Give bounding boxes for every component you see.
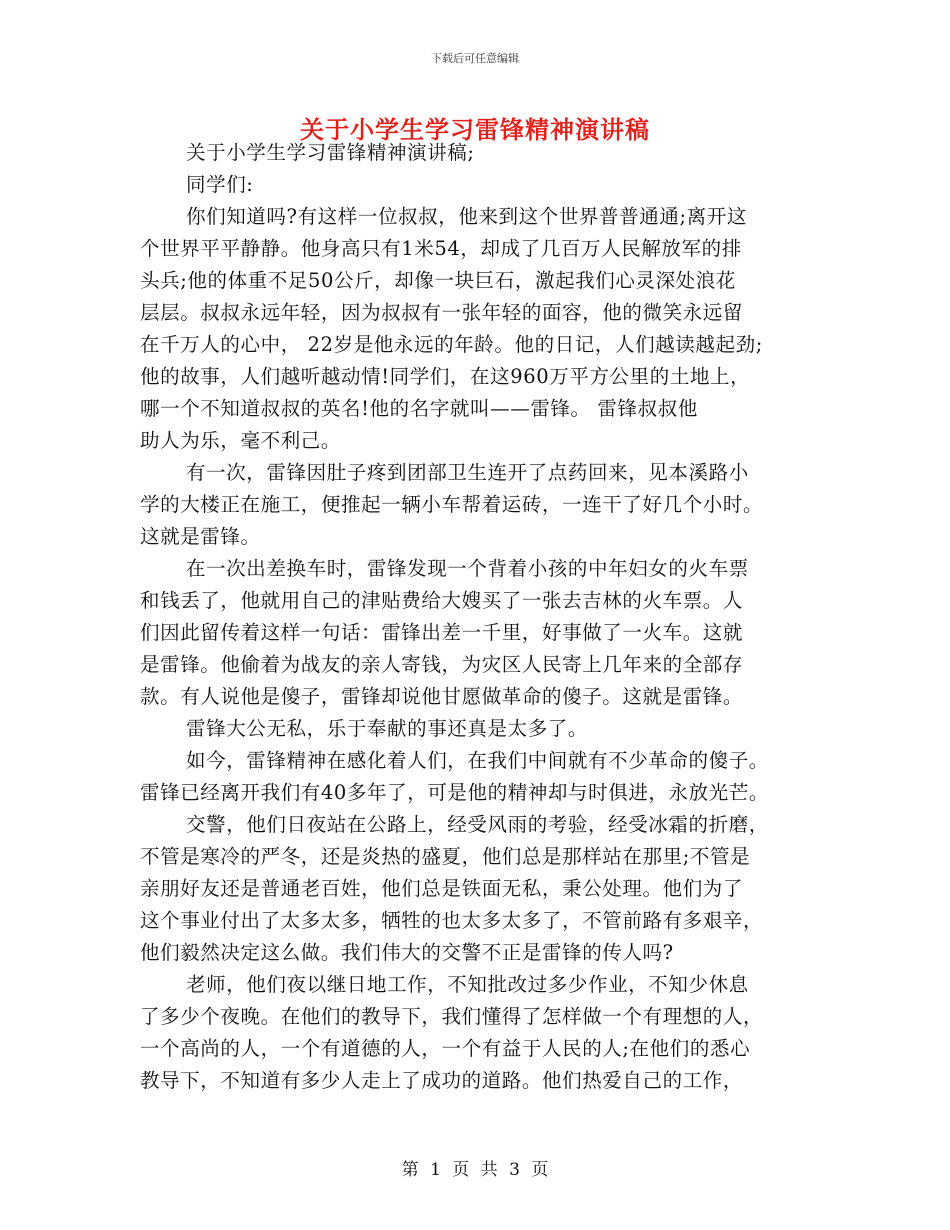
body-line: 这个事业付出了太多太多，牺牲的也太多太多了，不管前路有多艰辛， bbox=[140, 909, 764, 932]
body-line: 你们知道吗?有这样一位叔叔，他来到这个世界普普通通;离开这 bbox=[186, 205, 747, 228]
body-line: 层层。叔叔永远年轻，因为叔叔有一张年轻的面容，他的微笑永远留 bbox=[140, 301, 744, 324]
body-line: 这就是雷锋。 bbox=[140, 525, 261, 548]
document-body bbox=[140, 137, 820, 1097]
body-line: 学的大楼正在施工，便推起一辆小车帮着运砖，一连干了好几个小时。 bbox=[140, 493, 764, 516]
body-line: 老师，他们夜以继日地工作，不知批改过多少作业，不知少休息 bbox=[186, 973, 749, 996]
header-note: 下载后可任意编辑 bbox=[431, 52, 519, 65]
body-line: 关于小学生学习雷锋精神演讲稿; bbox=[186, 141, 475, 164]
body-line: 哪一个不知道叔叔的英名!他的名字就叫——雷锋。 雷锋叔叔他 bbox=[140, 397, 698, 420]
document-title: 关于小学生学习雷锋精神演讲稿 bbox=[300, 115, 650, 144]
body-line: 亲朋好友还是普通老百姓，他们总是铁面无私，秉公处理。他们为了 bbox=[140, 877, 744, 900]
body-line: 和钱丢了，他就用自己的津贴费给大嫂买了一张去吉林的火车票。人 bbox=[140, 589, 744, 612]
body-line: 在千万人的心中， 22岁是他永远的年龄。他的日记，人们越读越起劲; bbox=[140, 333, 763, 356]
body-line: 如今，雷锋精神在感化着人们，在我们中间就有不少革命的傻子。 bbox=[186, 749, 769, 772]
body-line: 头兵;他的体重不足50公斤，却像一块巨石，激起我们心灵深处浪花 bbox=[140, 269, 736, 292]
body-line: 助人为乐，毫不利己。 bbox=[140, 429, 342, 452]
body-line: 们因此留传着这样一句话：雷锋出差一千里，好事做了一火车。这就 bbox=[140, 621, 744, 644]
body-line: 个世界平平静静。他身高只有1米54，却成了几百万人民解放军的排 bbox=[140, 237, 742, 260]
body-line: 教导下，不知道有多少人走上了成功的道路。他们热爱自己的工作， bbox=[140, 1069, 744, 1092]
body-line: 在一次出差换车时，雷锋发现一个背着小孩的中年妇女的火车票 bbox=[186, 557, 749, 580]
body-line: 雷锋已经离开我们有40多年了，可是他的精神却与时俱进，永放光芒。 bbox=[140, 781, 770, 804]
body-line: 了多少个夜晚。在他们的教导下，我们懂得了怎样做一个有理想的人， bbox=[140, 1005, 764, 1028]
body-line: 款。有人说他是傻子，雷锋却说他甘愿做革命的傻子。这就是雷锋。 bbox=[140, 685, 744, 708]
body-line: 他们毅然决定这么做。我们伟大的交警不正是雷锋的传人吗? bbox=[140, 941, 674, 964]
page-footer: 第 1 页 共 3 页 bbox=[401, 1160, 549, 1180]
body-line: 交警，他们日夜站在公路上，经受风雨的考验，经受冰霜的折磨， bbox=[186, 813, 769, 836]
body-line: 是雷锋。他偷着为战友的亲人寄钱，为灾区人民寄上几年来的全部存 bbox=[140, 653, 744, 676]
body-line: 他的故事，人们越听越动情!同学们，在这960万平方公里的土地上， bbox=[140, 365, 751, 388]
body-line: 同学们: bbox=[186, 173, 254, 196]
body-line: 不管是寒冷的严冬，还是炎热的盛夏，他们总是那样站在那里;不管是 bbox=[140, 845, 751, 868]
body-line: 一个高尚的人，一个有道德的人，一个有益于人民的人;在他们的悉心 bbox=[140, 1037, 751, 1060]
body-line: 雷锋大公无私，乐于奉献的事还真是太多了。 bbox=[186, 717, 589, 740]
body-line: 有一次，雷锋因肚子疼到团部卫生连开了点药回来，见本溪路小 bbox=[186, 461, 749, 484]
